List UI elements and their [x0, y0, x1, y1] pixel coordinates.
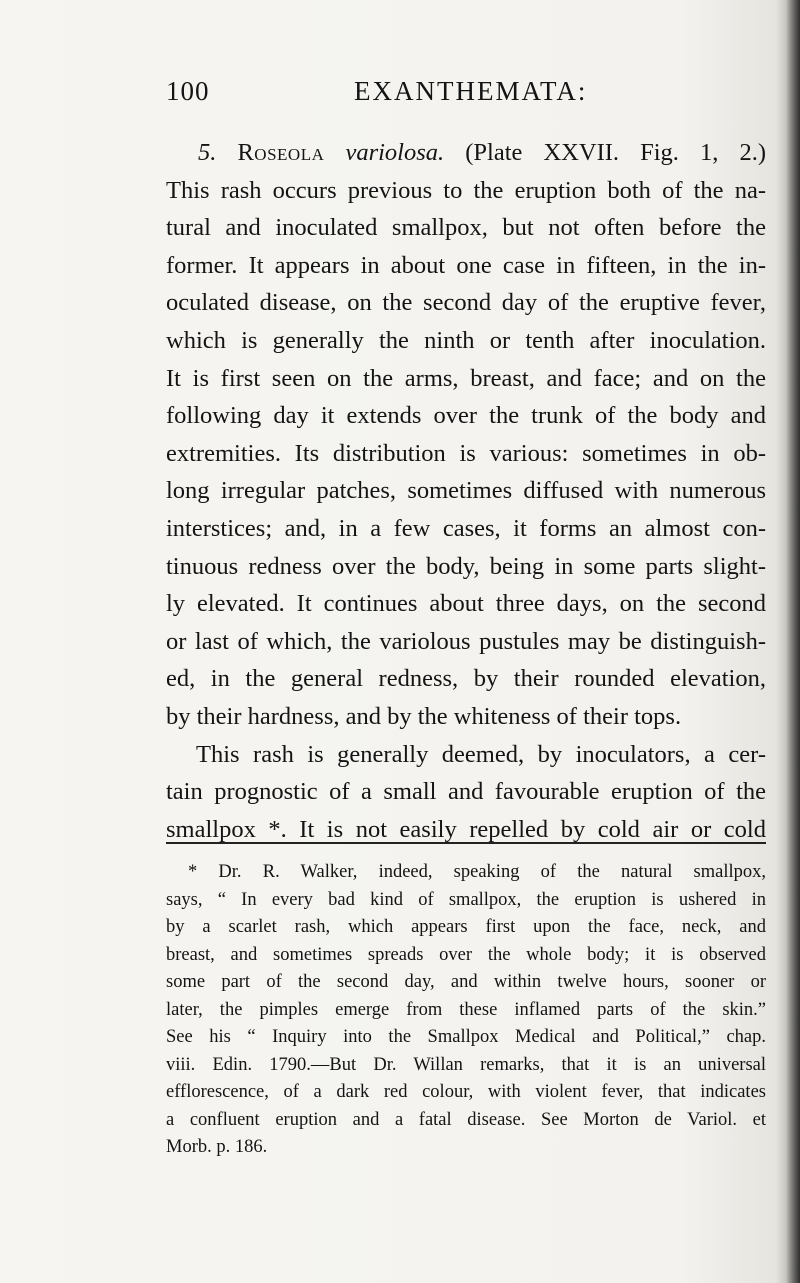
footnote-line: later, the pimples emerge from these inflamed parts of the skin.” [166, 999, 766, 1020]
text-line: ly elevated. It continues about three days, on the second [166, 590, 766, 618]
page-header [166, 76, 766, 116]
footnote-line: efflorescence, of a dark red colour, with violent fever, that indicates [166, 1082, 766, 1102]
section-number: 5. [198, 139, 217, 166]
text-line: following day it extends over the trunk of the body and [166, 402, 766, 430]
footnote-line: a confluent eruption and a fatal disease. See Morton de Variol. et [166, 1109, 766, 1130]
footnote-line: * Dr. R. Walker, indeed, speaking of the natural smallpox, [188, 862, 766, 882]
text-line: tain prognostic of a small and favourable eruption of the [166, 778, 766, 806]
footnote-line: Morb. p. 186. [166, 1137, 268, 1157]
footnote-line: breast, and sometimes spreads over the whole body; it is observed [166, 944, 766, 965]
text-line: It is first seen on the arms, breast, and face; and on the [166, 364, 766, 392]
footnote [166, 859, 766, 1162]
text-line: interstices; and, in a few cases, it forms an almost con- [166, 514, 766, 542]
text-line: tural and inoculated smallpox, but not often before the [166, 214, 766, 242]
text-line: former. It appears in about one case in fifteen, in the in- [166, 251, 766, 279]
footnote-line: by a scarlet rash, which appears first upon the face, neck, and [166, 917, 766, 937]
text-line: tinuous redness over the body, being in some parts slight- [166, 552, 766, 580]
text-line: ed, in the general redness, by their rounded elevation, [166, 665, 766, 693]
text-line: extremities. Its distribution is various: sometimes in ob- [166, 439, 766, 467]
text-line: long irregular patches, sometimes diffused with numerous [166, 477, 766, 505]
running-head: EXANTHEMATA: [354, 76, 588, 106]
text-line: smallpox *. It is not easily repelled by cold air or cold [166, 815, 766, 843]
section-name: Roseola [237, 139, 325, 166]
main-text [166, 134, 766, 848]
footnote-line: says, “ In every bad kind of smallpox, the eruption is ushered in [166, 889, 766, 910]
footnote-line: See his “ Inquiry into the Smallpox Medical and Political,” chap. [166, 1027, 766, 1047]
section-name-italic: variolosa. [345, 139, 445, 166]
footnote-rule [166, 842, 766, 844]
text-line: which is generally the ninth or tenth after inoculation. [166, 326, 766, 354]
text-line: or last of which, the variolous pustules may be distinguish- [166, 627, 766, 655]
section-heading-line [166, 134, 766, 172]
text-line: oculated disease, on the second day of the eruptive fever, [166, 289, 766, 317]
text-line: This rash is generally deemed, by inoculators, a cer- [196, 740, 766, 768]
text-line: by their hardness, and by the whiteness of their tops. [166, 702, 682, 730]
text-line: This rash occurs previous to the eruption both of the na- [166, 176, 766, 204]
page-edge-shadow [786, 0, 800, 1283]
plate-reference: (Plate XXVII. Fig. 1, 2.) [465, 139, 767, 166]
page-number: 100 [166, 76, 210, 106]
footnote-line: some part of the second day, and within twelve hours, sooner or [166, 972, 766, 992]
footnote-line: viii. Edin. 1790.—But Dr. Willan remarks, that it is an universal [166, 1054, 766, 1075]
